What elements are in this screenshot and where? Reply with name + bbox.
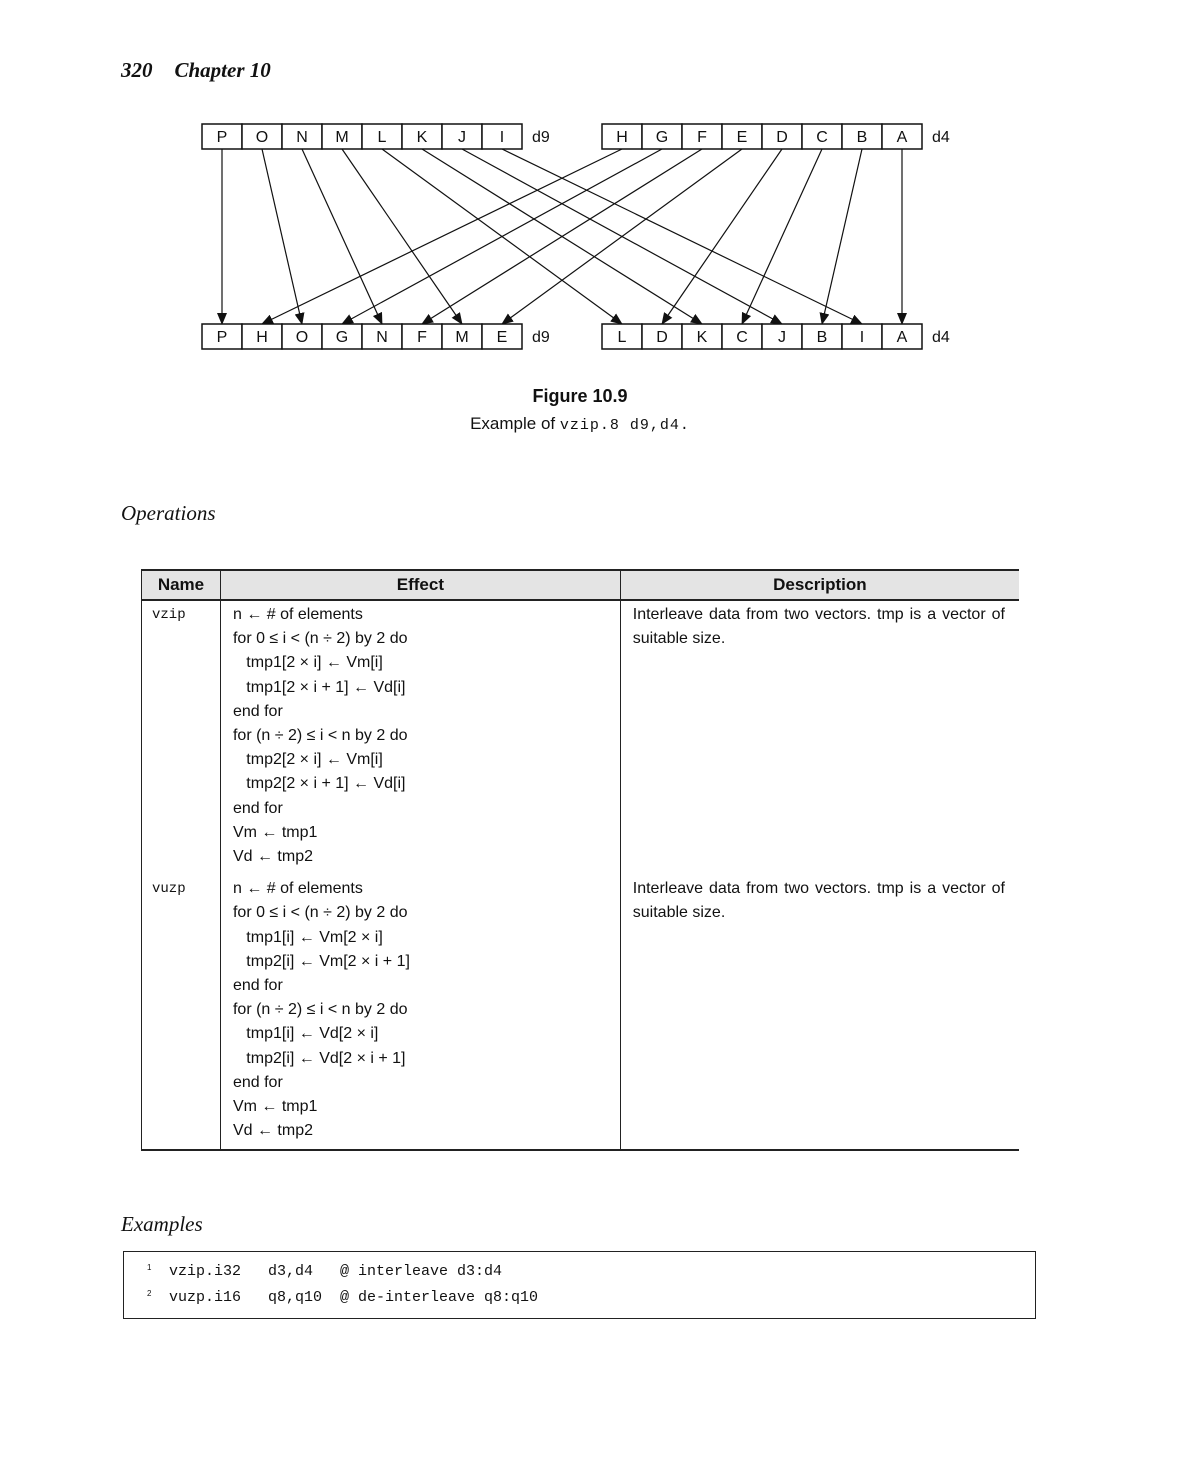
register-cell-label: N xyxy=(296,129,308,146)
register-cell-label: B xyxy=(856,129,868,146)
register-cell-label: I xyxy=(499,129,505,146)
mapping-arrow xyxy=(742,149,822,324)
effect-line: end for xyxy=(232,977,283,995)
register-cell-label: P xyxy=(216,129,228,146)
effect-line: for (n ÷ 2) ≤ i < n by 2 do xyxy=(232,727,408,745)
operations-heading: Operations xyxy=(121,501,216,525)
mapping-arrow xyxy=(502,149,742,324)
table-header-row xyxy=(142,570,1020,600)
mapping-arrow xyxy=(302,149,382,324)
register-cell-label: C xyxy=(816,129,828,146)
register-name: d4 xyxy=(932,129,950,146)
register-cell-label: J xyxy=(458,129,466,146)
example-line xyxy=(147,1263,503,1280)
instruction-name: vuzp xyxy=(142,875,221,1150)
register-name: d4 xyxy=(932,329,950,346)
table-row xyxy=(142,875,1020,1150)
register-cell-label: A xyxy=(896,329,908,346)
mapping-arrow xyxy=(262,149,622,324)
register-cell-label: O xyxy=(295,329,309,346)
register-cell-label: P xyxy=(216,329,228,346)
effect-line: tmp1[i] ← Vm[2 × i] xyxy=(232,928,383,946)
description-cell: Interleave data from two vectors. tmp is a vector of suitable size. xyxy=(632,606,1005,648)
effect-line: tmp1[2 × i] ← Vm[i] xyxy=(232,654,383,672)
register-cell-label: D xyxy=(776,129,788,146)
register-cell-label: C xyxy=(736,329,748,346)
mapping-arrow xyxy=(822,149,862,324)
register-cell-label: G xyxy=(335,329,349,346)
register-top-right xyxy=(602,124,950,149)
effect-line: Vm ← tmp1 xyxy=(232,823,318,841)
example-code: vuzp.i16 q8,q10 @ de-interleave q8:q10 xyxy=(169,1289,539,1306)
register-cell-label: H xyxy=(256,329,268,346)
effect-line: for (n ÷ 2) ≤ i < n by 2 do xyxy=(232,1001,408,1019)
chapter-title: Chapter 10 xyxy=(174,58,271,82)
register-cell-label: M xyxy=(335,129,349,146)
register-cell-label: G xyxy=(655,129,669,146)
register-cell-label: H xyxy=(616,129,628,146)
vzip-diagram xyxy=(0,0,1200,380)
register-cell-label: F xyxy=(417,329,427,346)
register-cell-label: K xyxy=(696,329,708,346)
register-bottom-left xyxy=(202,324,550,349)
register-cell-label: M xyxy=(455,329,469,346)
effect-line: Vd ← tmp2 xyxy=(232,1122,313,1140)
example-line xyxy=(147,1289,539,1306)
effect-line: for 0 ≤ i < (n ÷ 2) by 2 do xyxy=(232,904,408,922)
register-bottom-right xyxy=(602,324,950,349)
effect-line: Vd ← tmp2 xyxy=(232,848,313,866)
register-cell-label: L xyxy=(617,329,627,346)
register-cell-label: K xyxy=(416,129,428,146)
table-row xyxy=(142,600,1020,875)
effect-line: tmp1[i] ← Vd[2 × i] xyxy=(232,1025,379,1043)
register-cell-label: F xyxy=(697,129,707,146)
register-name: d9 xyxy=(532,329,550,346)
effect-line: tmp2[i] ← Vm[2 × i + 1] xyxy=(232,952,410,970)
mapping-arrow xyxy=(342,149,662,324)
effect-line: for 0 ≤ i < (n ÷ 2) by 2 do xyxy=(232,630,408,648)
register-cell-label: I xyxy=(859,329,865,346)
mapping-arrow xyxy=(502,149,862,324)
description-cell: Interleave data from two vectors. tmp is a vector of suitable size. xyxy=(620,875,1019,1150)
register-group xyxy=(202,124,950,349)
arrow-group xyxy=(222,149,902,324)
effect-cell xyxy=(220,875,620,1150)
effect-line: end for xyxy=(232,1073,283,1091)
examples-heading: Examples xyxy=(121,1212,203,1236)
effect-line: end for xyxy=(232,702,283,720)
register-cell-label: L xyxy=(377,129,387,146)
mapping-arrow xyxy=(342,149,462,324)
examples-code-box xyxy=(123,1251,1036,1319)
page-number: 320 xyxy=(121,58,153,82)
register-cell-label: E xyxy=(736,129,748,146)
register-top-left xyxy=(202,124,550,149)
register-name: d9 xyxy=(532,129,550,146)
effect-line: tmp2[i] ← Vd[2 × i + 1] xyxy=(232,1049,406,1067)
effect-line: n ← # of elements xyxy=(232,606,363,623)
register-cell-label: D xyxy=(656,329,668,346)
column-header-description: Description xyxy=(620,570,1019,600)
line-number: 2 xyxy=(147,1289,152,1298)
effect-line: tmp1[2 × i + 1] ← Vd[i] xyxy=(232,678,406,696)
figure-caption-title: Figure 10.9 xyxy=(532,386,628,406)
figure-caption xyxy=(0,414,1160,434)
mapping-arrow xyxy=(262,149,302,324)
register-cell-label: O xyxy=(255,129,269,146)
effect-line: tmp2[2 × i + 1] ← Vd[i] xyxy=(232,775,406,793)
column-header-name: Name xyxy=(142,570,221,600)
effect-line: tmp2[2 × i] ← Vm[i] xyxy=(232,751,383,769)
instruction-name: vzip xyxy=(142,600,221,875)
register-cell-label: J xyxy=(778,329,786,346)
mapping-arrow xyxy=(662,149,782,324)
example-code: vzip.i32 d3,d4 @ interleave d3:d4 xyxy=(169,1263,503,1280)
effect-line: Vm ← tmp1 xyxy=(232,1098,318,1116)
column-header-effect: Effect xyxy=(220,570,620,600)
caption-code: vzip.8 d9,d4. xyxy=(559,417,690,434)
register-cell-label: A xyxy=(896,129,908,146)
effect-line: end for xyxy=(232,799,283,817)
operations-table xyxy=(141,569,1019,1151)
register-cell-label: B xyxy=(816,329,828,346)
effect-cell xyxy=(220,600,620,875)
caption-prefix: Example of xyxy=(470,414,560,433)
line-number: 1 xyxy=(147,1263,152,1272)
register-cell-label: E xyxy=(496,329,508,346)
register-cell-label: N xyxy=(376,329,388,346)
effect-line: n ← # of elements xyxy=(232,880,363,898)
